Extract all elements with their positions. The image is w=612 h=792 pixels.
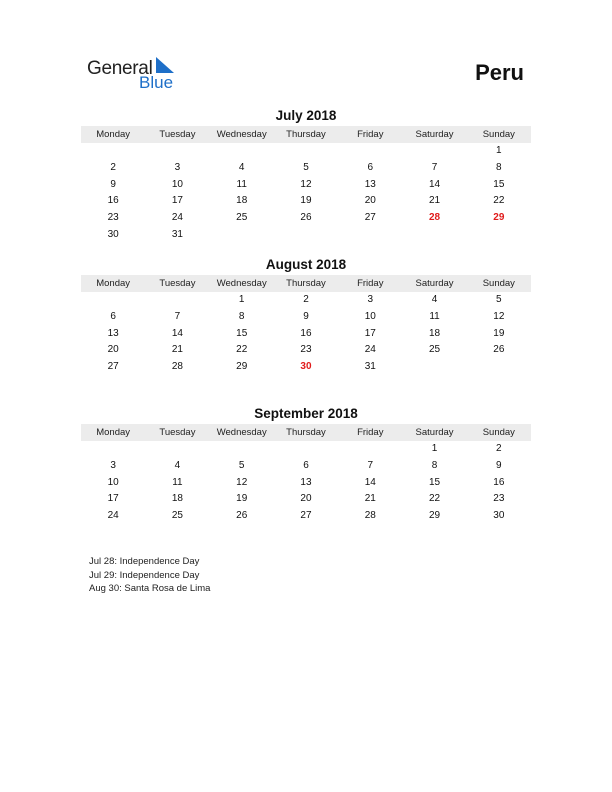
day-cell: 24 <box>107 510 119 522</box>
month-title: August 2018 <box>265 257 347 272</box>
day-cell: 10 <box>171 178 183 190</box>
day-cell: 28 <box>364 510 376 522</box>
day-cell: 4 <box>238 161 245 173</box>
weekday-label: Monday <box>96 427 131 438</box>
day-cell <box>210 441 274 458</box>
day-cell: 1 <box>431 443 438 454</box>
day-cell: 5 <box>303 161 309 173</box>
day-cell: 19 <box>300 195 312 207</box>
logo-text-blue: Blue <box>139 73 174 92</box>
weekday-label: Monday <box>96 129 131 140</box>
day-cell: 4 <box>431 294 438 305</box>
week-row <box>81 143 531 160</box>
day-cell: 3 <box>367 294 374 305</box>
day-cell: 22 <box>428 493 441 505</box>
weekday-label: Saturday <box>415 427 454 438</box>
day-cell: 7 <box>174 310 181 322</box>
logo-text-general: General <box>87 58 153 79</box>
day-cell: 26 <box>300 212 312 224</box>
week-row <box>81 475 531 492</box>
day-cell: 29 <box>428 510 441 522</box>
day-cell: 27 <box>107 361 119 373</box>
day-cell: 27 <box>300 510 312 522</box>
month-calendar-september <box>81 405 531 525</box>
day-cell: 6 <box>303 459 309 471</box>
day-cell <box>274 441 338 458</box>
day-cell: 31 <box>171 228 183 240</box>
week-row <box>81 491 531 508</box>
day-cell <box>210 227 274 244</box>
weekday-header-row <box>81 275 531 292</box>
weekday-label: Thursday <box>286 278 326 289</box>
day-cell <box>402 359 466 376</box>
day-cell: 8 <box>496 161 502 173</box>
day-cell: 2 <box>496 443 502 454</box>
day-cell: 8 <box>431 459 438 471</box>
day-cell: 18 <box>428 327 441 339</box>
day-cell <box>81 441 145 458</box>
weekday-label: Friday <box>357 129 384 140</box>
day-cell: 13 <box>107 327 119 339</box>
week-row <box>81 227 531 244</box>
day-cell <box>467 359 531 376</box>
day-cell: 31 <box>364 361 376 373</box>
day-cell: 23 <box>107 212 119 224</box>
day-cell: 18 <box>171 493 183 505</box>
weekday-label: Sunday <box>482 427 515 438</box>
day-cell <box>81 292 145 309</box>
week-row <box>81 210 531 227</box>
country-title: Peru <box>475 60 524 85</box>
day-cell: 12 <box>300 178 312 190</box>
day-cell: 17 <box>364 327 376 339</box>
day-cell <box>467 227 531 244</box>
day-cell: 9 <box>496 459 502 471</box>
day-cell: 8 <box>238 310 245 322</box>
day-cell: 10 <box>107 476 119 488</box>
week-row <box>81 292 531 309</box>
week-row <box>81 177 531 194</box>
weekday-label: Thursday <box>286 129 326 140</box>
weekday-label: Wednesday <box>216 129 267 140</box>
day-cell: 16 <box>107 195 119 207</box>
day-cell <box>274 143 338 160</box>
holiday-day-cell: 29 <box>493 212 505 224</box>
day-cell: 16 <box>493 476 505 488</box>
day-cell: 20 <box>107 344 119 356</box>
logo-triangle-icon <box>156 57 174 73</box>
week-row <box>81 193 531 210</box>
day-cell: 24 <box>364 344 376 356</box>
weekday-header-row <box>81 126 531 143</box>
day-cell: 3 <box>110 459 116 471</box>
day-cell: 5 <box>496 294 502 305</box>
day-cell: 21 <box>428 195 441 207</box>
weekday-label: Wednesday <box>216 427 267 438</box>
day-cell: 11 <box>236 178 247 190</box>
weekday-label: Saturday <box>415 129 454 140</box>
month-title: July 2018 <box>275 108 337 123</box>
day-cell <box>402 227 466 244</box>
day-cell: 13 <box>364 178 376 190</box>
day-cell: 21 <box>364 493 376 505</box>
day-cell: 30 <box>107 228 119 240</box>
day-cell <box>145 143 209 160</box>
holiday-list <box>89 555 210 596</box>
day-cell: 27 <box>364 212 376 224</box>
weekday-header-row <box>81 424 531 441</box>
week-row <box>81 441 531 458</box>
day-cell: 5 <box>238 459 245 471</box>
weekday-label: Saturday <box>415 278 454 289</box>
day-cell: 6 <box>110 310 116 322</box>
weekday-label: Wednesday <box>216 278 267 289</box>
day-cell: 26 <box>493 344 505 356</box>
holiday-item: Jul 28: Independence Day <box>89 556 200 567</box>
day-cell: 12 <box>493 310 505 322</box>
day-cell: 7 <box>431 161 438 173</box>
day-cell: 14 <box>364 476 376 488</box>
day-cell <box>338 441 402 458</box>
day-cell: 14 <box>428 178 441 190</box>
day-cell: 2 <box>303 294 309 305</box>
weekday-label: Thursday <box>286 427 326 438</box>
day-cell <box>274 227 338 244</box>
day-cell: 1 <box>496 145 502 156</box>
day-cell: 19 <box>236 493 248 505</box>
holiday-day-cell: 28 <box>428 212 441 224</box>
day-cell: 21 <box>171 344 183 356</box>
day-cell: 22 <box>236 344 248 356</box>
day-cell: 9 <box>303 310 309 322</box>
day-cell: 30 <box>493 510 505 522</box>
day-cell: 16 <box>300 327 312 339</box>
day-cell: 24 <box>171 212 183 224</box>
day-cell: 10 <box>364 310 376 322</box>
day-cell <box>145 292 209 309</box>
day-cell: 29 <box>236 361 248 373</box>
day-cell: 26 <box>236 510 248 522</box>
day-cell: 25 <box>171 510 183 522</box>
day-cell: 13 <box>300 476 312 488</box>
weekday-label: Friday <box>357 427 384 438</box>
holiday-item: Jul 29: Independence Day <box>89 569 200 581</box>
day-cell: 7 <box>367 459 374 471</box>
weekday-label: Tuesday <box>159 278 196 289</box>
day-cell: 22 <box>493 195 505 207</box>
day-cell: 15 <box>428 476 441 488</box>
month-calendar-august <box>81 256 531 376</box>
weekday-label: Friday <box>357 278 384 289</box>
weekday-label: Sunday <box>482 278 515 289</box>
day-cell: 15 <box>236 327 248 339</box>
day-cell: 19 <box>493 327 505 339</box>
day-cell: 14 <box>171 327 183 339</box>
day-cell: 1 <box>238 294 245 305</box>
week-row <box>81 508 531 525</box>
weekday-label: Monday <box>96 278 131 289</box>
day-cell <box>338 227 402 244</box>
day-cell: 25 <box>236 212 248 224</box>
day-cell: 20 <box>300 493 312 505</box>
weekday-label: Tuesday <box>159 129 196 140</box>
holiday-item: Aug 30: Santa Rosa de Lima <box>89 583 211 594</box>
day-cell <box>338 143 402 160</box>
day-cell <box>81 143 145 160</box>
day-cell: 18 <box>236 195 248 207</box>
weekday-label: Sunday <box>482 129 515 140</box>
weekday-label: Tuesday <box>159 427 196 438</box>
day-cell: 12 <box>236 476 248 488</box>
day-cell: 25 <box>428 344 441 356</box>
week-row <box>81 326 531 343</box>
day-cell <box>210 143 274 160</box>
day-cell: 23 <box>300 344 312 356</box>
week-row <box>81 160 531 177</box>
day-cell: 17 <box>171 195 183 207</box>
general-blue-logo <box>87 56 197 96</box>
day-cell <box>402 143 466 160</box>
day-cell: 2 <box>110 161 116 173</box>
day-cell <box>145 441 209 458</box>
day-cell: 4 <box>174 459 181 471</box>
week-row <box>81 309 531 326</box>
day-cell: 11 <box>429 310 440 322</box>
month-calendar-july <box>81 107 531 244</box>
month-title: September 2018 <box>254 406 358 421</box>
day-cell: 15 <box>493 178 505 190</box>
day-cell: 6 <box>367 161 374 173</box>
day-cell: 23 <box>493 493 505 505</box>
day-cell: 17 <box>107 493 119 505</box>
holiday-day-cell: 30 <box>300 361 312 373</box>
week-row <box>81 359 531 376</box>
day-cell: 3 <box>174 161 181 173</box>
day-cell: 28 <box>171 361 183 373</box>
day-cell: 20 <box>364 195 376 207</box>
week-row <box>81 458 531 475</box>
day-cell: 9 <box>110 178 116 190</box>
week-row <box>81 342 531 359</box>
day-cell: 11 <box>172 476 183 488</box>
